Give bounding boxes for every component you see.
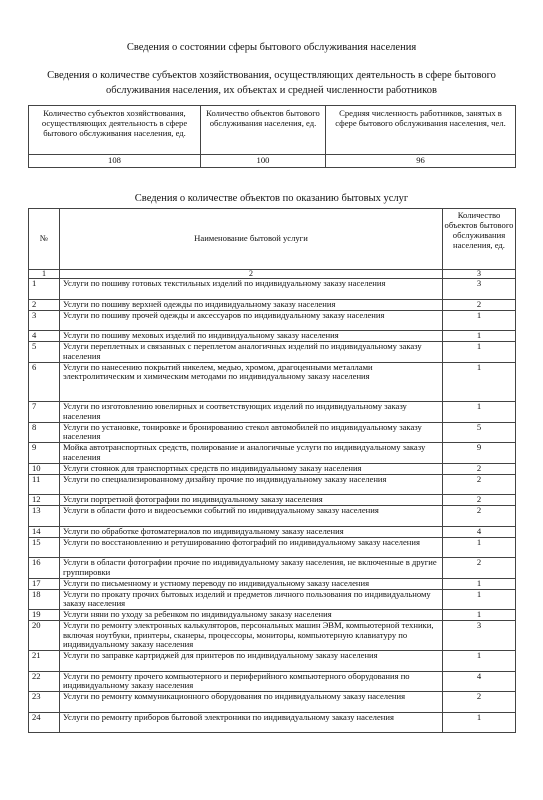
header-qty: Количество объектов бытового обслуживания населения, ед. <box>443 209 516 270</box>
table-row <box>29 578 516 589</box>
service-name: Мойка автотранспортных средств, полирование и аналогичные услуги по индивидуальному заказу населения <box>60 443 443 464</box>
service-qty: 2 <box>443 299 516 310</box>
table-row <box>29 463 516 474</box>
service-name: Услуги по ремонту приборов бытовой электроники по индивидуальному заказу населения <box>60 712 443 733</box>
service-qty: 1 <box>443 342 516 363</box>
row-num: 12 <box>29 495 60 506</box>
row-num: 8 <box>29 422 60 443</box>
service-name: Услуги в области фотографии прочие по индивидуальному заказу населения, не включенные в другие группировки <box>60 558 443 579</box>
service-qty: 2 <box>443 692 516 713</box>
service-qty: 1 <box>443 610 516 621</box>
service-qty: 3 <box>443 279 516 300</box>
service-name: Услуги няни по уходу за ребенком по индивидуальному заказу населения <box>60 610 443 621</box>
table-row <box>29 299 516 310</box>
row-num: 18 <box>29 589 60 610</box>
service-name: Услуги переплетных и связанных с переплетом аналогичных изделий по индивидуальному заказу населения <box>60 342 443 363</box>
row-num: 19 <box>29 610 60 621</box>
header-num: № <box>29 209 60 270</box>
summary-value-subjects: 108 <box>29 155 201 168</box>
table-row <box>29 692 516 713</box>
table-row <box>29 310 516 331</box>
table-row <box>29 506 516 527</box>
row-num: 22 <box>29 671 60 692</box>
table-row <box>29 610 516 621</box>
table-row <box>29 589 516 610</box>
row-num: 1 <box>29 279 60 300</box>
summary-value-objects: 100 <box>201 155 326 168</box>
service-name: Услуги по установке, тонировке и бронированию стекол автомобилей по индивидуальному заказу населения <box>60 422 443 443</box>
header-name: Наименование бытовой услуги <box>60 209 443 270</box>
table-row <box>29 362 516 402</box>
table-row <box>29 671 516 692</box>
service-qty: 1 <box>443 362 516 402</box>
table-row <box>29 526 516 537</box>
document-title: Сведения о состоянии сферы бытового обслуживания населения <box>126 42 417 53</box>
summary-col-workers: Средняя численность работников, занятых в сфере бытового обслуживания населения, чел. <box>326 106 516 155</box>
row-num: 9 <box>29 443 60 464</box>
service-qty: 4 <box>443 526 516 537</box>
service-name: Услуги по ремонту электронных калькуляторов, персональных машин ЭВМ, компьютерной техники, включая ноутбуки, принтеры, сканеры, процессоры, мониторы, компьютерную клавиатуру по индивидуальному заказу населения <box>60 621 443 651</box>
service-qty: 2 <box>443 495 516 506</box>
row-num: 6 <box>29 362 60 402</box>
table-row <box>29 495 516 506</box>
service-name: Услуги по прокату прочих бытовых изделий и предметов личного пользования по индивидуальному заказу населения <box>60 589 443 610</box>
row-num: 10 <box>29 463 60 474</box>
service-name: Услуги по пошиву верхней одежды по индивидуальному заказу населения <box>60 299 443 310</box>
service-qty: 5 <box>443 422 516 443</box>
table-row <box>29 712 516 733</box>
service-name: Услуги по нанесению покрытий никелем, медью, хромом, драгоценными металлами электролитическим и химическим методами по индивидуальному заказу населения <box>60 362 443 402</box>
summary-values-row <box>29 155 516 168</box>
table-row <box>29 279 516 300</box>
row-num: 3 <box>29 310 60 331</box>
table-row <box>29 621 516 651</box>
service-qty: 1 <box>443 537 516 558</box>
service-name: Услуги портретной фотографии по индивидуальному заказу населения <box>60 495 443 506</box>
table-row <box>29 651 516 672</box>
service-qty: 2 <box>443 506 516 527</box>
service-qty: 1 <box>443 310 516 331</box>
row-num: 17 <box>29 578 60 589</box>
summary-table <box>28 105 516 168</box>
services-table-title: Сведения о количестве объектов по оказанию бытовых услуг <box>134 193 409 204</box>
table-row <box>29 443 516 464</box>
column-index: 2 <box>60 270 443 279</box>
service-name: Услуги по пошиву меховых изделий по индивидуальному заказу населения <box>60 331 443 342</box>
service-qty: 1 <box>443 651 516 672</box>
row-num: 4 <box>29 331 60 342</box>
service-name: Услуги по обработке фотоматериалов по индивидуальному заказу населения <box>60 526 443 537</box>
table-row <box>29 537 516 558</box>
row-num: 7 <box>29 402 60 423</box>
service-name: Услуги по пошиву готовых текстильных изделий по индивидуальному заказу населения <box>60 279 443 300</box>
service-qty: 1 <box>443 589 516 610</box>
document-subtitle: Сведения о количестве субъектов хозяйствования, осуществляющих деятельность в сфере бытового обслуживания населения, их объектах и средней численности работников <box>47 70 496 96</box>
row-num: 2 <box>29 299 60 310</box>
table-row <box>29 342 516 363</box>
summary-header-row <box>29 106 516 155</box>
service-name: Услуги стоянок для транспортных средств по индивидуальному заказу населения <box>60 463 443 474</box>
service-qty: 1 <box>443 402 516 423</box>
service-qty: 2 <box>443 558 516 579</box>
summary-value-workers: 96 <box>326 155 516 168</box>
service-qty: 4 <box>443 671 516 692</box>
service-name: Услуги по восстановлению и ретушированию фотографий по индивидуальному заказу населения <box>60 537 443 558</box>
row-num: 14 <box>29 526 60 537</box>
service-name: Услуги по письменному и устному переводу по индивидуальному заказу населения <box>60 578 443 589</box>
service-qty: 2 <box>443 474 516 495</box>
service-qty: 1 <box>443 578 516 589</box>
service-qty: 3 <box>443 621 516 651</box>
table-row <box>29 558 516 579</box>
row-num: 15 <box>29 537 60 558</box>
service-name: Услуги по заправке картриджей для принтеров по индивидуальному заказу населения <box>60 651 443 672</box>
row-num: 5 <box>29 342 60 363</box>
service-qty: 9 <box>443 443 516 464</box>
service-qty: 1 <box>443 712 516 733</box>
row-num: 13 <box>29 506 60 527</box>
column-index: 3 <box>443 270 516 279</box>
row-num: 23 <box>29 692 60 713</box>
table-row <box>29 402 516 423</box>
table-row <box>29 474 516 495</box>
row-num: 20 <box>29 621 60 651</box>
column-index: 1 <box>29 270 60 279</box>
service-name: Услуги по пошиву прочей одежды и аксессуаров по индивидуальному заказу населения <box>60 310 443 331</box>
services-header-row <box>29 209 516 270</box>
service-qty: 2 <box>443 463 516 474</box>
services-table <box>28 208 516 733</box>
row-num: 21 <box>29 651 60 672</box>
service-name: Услуги по ремонту коммуникационного оборудования по индивидуальному заказу населения <box>60 692 443 713</box>
summary-col-subjects: Количество субъектов хозяйствования, осуществляющих деятельность в сфере бытового обслуживания населения, ед. <box>29 106 201 155</box>
row-num: 16 <box>29 558 60 579</box>
service-qty: 1 <box>443 331 516 342</box>
service-name: Услуги по специализированному дизайну прочие по индивидуальному заказу населения <box>60 474 443 495</box>
service-name: Услуги по ремонту прочего компьютерного и периферийного компьютерного оборудования по индивидуальному заказу населения <box>60 671 443 692</box>
table-row <box>29 422 516 443</box>
row-num: 24 <box>29 712 60 733</box>
row-num: 11 <box>29 474 60 495</box>
service-name: Услуги по изготовлению ювелирных и соответствующих изделий по индивидуальному заказу населения <box>60 402 443 423</box>
table-row <box>29 331 516 342</box>
summary-col-objects: Количество объектов бытового обслуживания населения, ед. <box>201 106 326 155</box>
service-name: Услуги в области фото и видеосъемки событий по индивидуальному заказу населения <box>60 506 443 527</box>
